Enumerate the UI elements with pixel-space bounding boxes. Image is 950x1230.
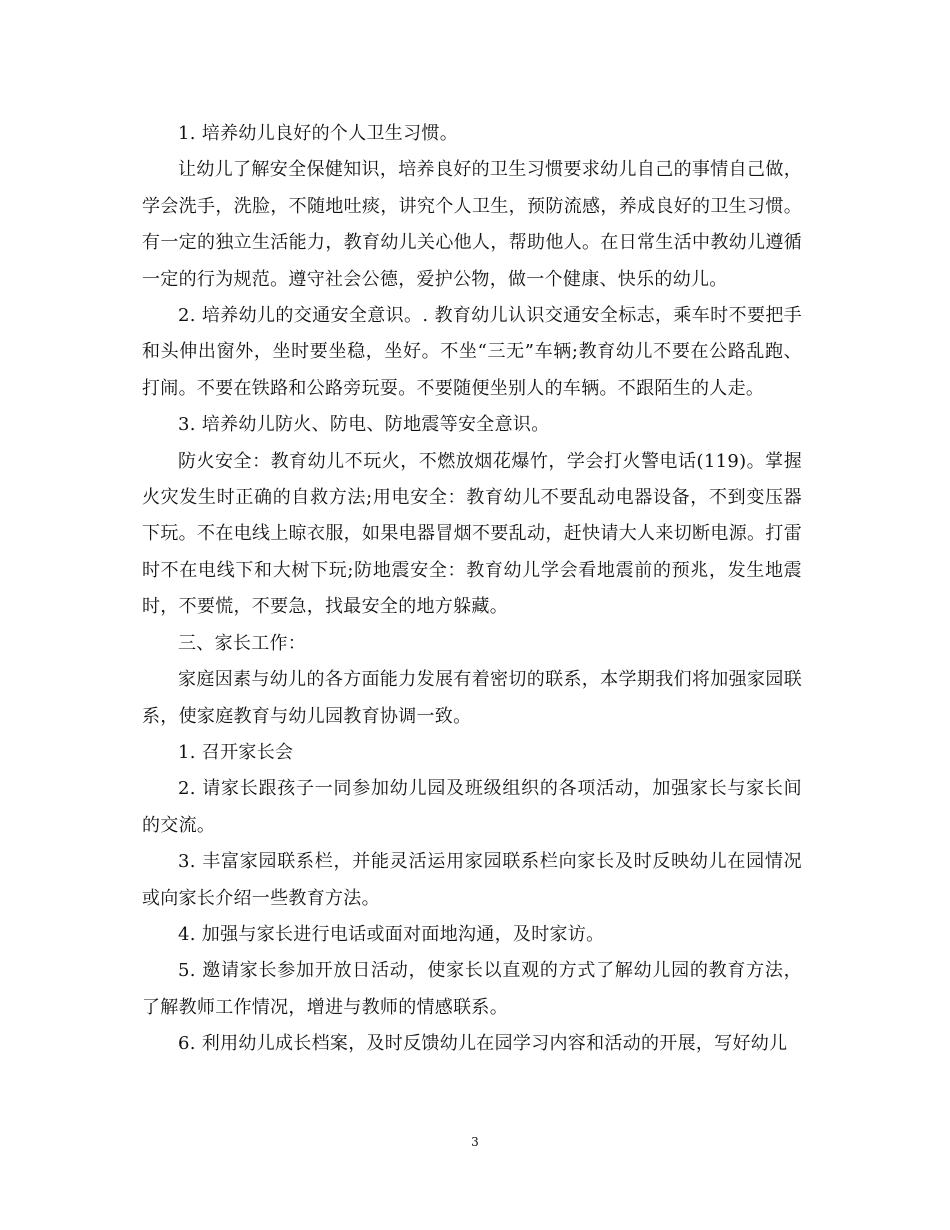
list-item-communication: 4. 加强与家长进行电话或面对面地沟通，及时家访。 — [178, 923, 605, 945]
paragraph-fire-electric-earthquake: 防火安全：教育幼儿不玩火，不燃放烟花爆竹，学会打火警电话(119)。掌握火灾发生时正确的自救方法;用电安全：教育幼儿不要乱动电器设备，不到变压器下玩。不在电线上晾衣服，如果电器冒烟不要乱动，赶快请大人来切断电源。打雷时不在电线下和大树下玩;防地震安全：教育幼儿学会看地震前的预兆，发生地震时，不要慌，不要急，找最安全的地方躲藏。 — [142, 450, 802, 618]
page-number: 3 — [471, 1135, 479, 1149]
paragraph-family-link: 家庭因素与幼儿的各方面能力发展有着密切的联系，本学期我们将加强家园联系，使家庭教育与幼儿园教育协调一致。 — [142, 669, 802, 727]
paragraph-hygiene-body: 让幼儿了解安全保健知识，培养良好的卫生习惯要求幼儿自己的事情自己做，学会洗手，洗脸，不随地吐痰，讲究个人卫生，预防流感，养成良好的卫生习惯。有一定的独立生活能力，教育幼儿关心他人，帮助他人。在日常生活中教幼儿遵循一定的行为规范。遵守社会公德，爱护公物，做一个健康、快乐的幼儿。 — [142, 159, 802, 290]
paragraph-hygiene-heading: 1. 培养幼儿良好的个人卫生习惯。 — [178, 123, 458, 144]
list-item-contact-board: 3. 丰富家园联系栏，并能灵活运用家园联系栏向家长及时反映幼儿在园情况或向家长介绍一些教育方法。 — [142, 851, 802, 909]
list-item-joint-activities: 2. 请家长跟孩子一同参加幼儿园及班级组织的各项活动，加强家长与家长间的交流。 — [142, 778, 802, 836]
document-body — [142, 116, 802, 1063]
paragraph-traffic-safety: 2. 培养幼儿的交通安全意识。. 教育幼儿认识交通安全标志，乘车时不要把手和头伸出窗外，坐时要坐稳，坐好。不坐“三无”车辆;教育幼儿不要在公路乱跑、打闹。不要在铁路和公路旁玩耍。不要随便坐别人的车辆。不跟陌生的人走。 — [142, 305, 802, 399]
paragraph-safety-heading: 3. 培养幼儿防火、防电、防地震等安全意识。 — [178, 414, 550, 436]
list-item-growth-file: 6. 利用幼儿成长档案，及时反馈幼儿在园学习内容和活动的开展，写好幼儿 — [178, 1033, 788, 1055]
list-item-parent-meeting: 1. 召开家长会 — [178, 741, 294, 763]
section-heading-parent-work: 三、家长工作： — [178, 632, 307, 654]
list-item-open-day: 5. 邀请家长参加开放日活动，使家长以直观的方式了解幼儿园的教育方法，了解教师工作情况，增进与教师的情感联系。 — [142, 960, 802, 1018]
